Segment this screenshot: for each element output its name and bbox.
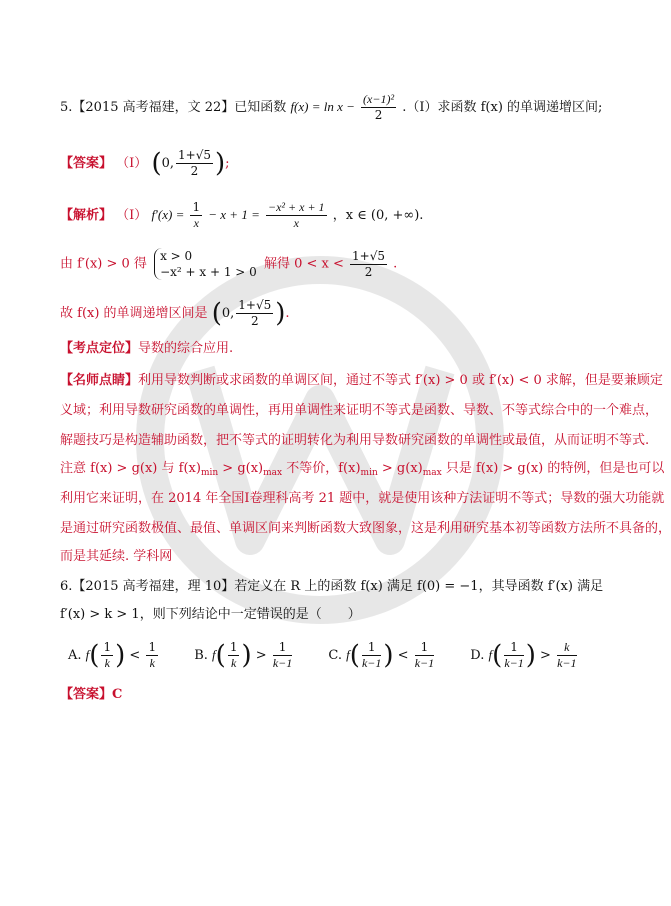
fraction: $\frac{1}{k}$ [148, 640, 157, 670]
mingshi-line-4: 注意 f(x) > g(x) 与 $f(x)_{min} > g(x)_{max}$ 不等价，$f(x)_{min} > g(x)_{max}$ 只是 f(x) > g(x) 的特例，但是也可以 [60, 461, 665, 478]
problem6-header: 6.【2015 高考福建，理 10】若定义在 R 上的函数 f(x) 满足 f(0) = −1，其导函数 f′(x) 满足 [60, 579, 604, 594]
mingshi-line-6: 是通过研究函数极值、最值、单调区间来判断函数大致图象，这是利用研究基本初等函数方法所不具备的， [60, 521, 671, 536]
fraction: $\frac{\text{(x−1)²}}{2}$ [363, 92, 395, 122]
fraction: $\frac{1}{k-1}$ [504, 640, 524, 670]
problem6-answer: 【答案】C [60, 687, 123, 702]
mingshi-line-3: 解题技巧是构造辅助函数，把不等式的证明转化为利用导数研究函数的单调性或最值，从而证明不等式. [60, 433, 650, 448]
equation-system: x > 0 −x² + x + 1 > 0 [154, 248, 257, 280]
mingshi-line-1: 【名师点睛】利用导数判断或求函数的单调区间，通过不等式 f′(x) > 0 或 f′(x) < 0 求解，但是要兼顾定 [60, 373, 663, 388]
option-b[interactable]: B. f( $\frac{1}{k}$ ) > $\frac{1}{k-1}$ [194, 640, 293, 671]
fraction: $\frac{1}{k}$ [229, 640, 238, 670]
fraction: $\frac{k}{k-1}$ [557, 640, 577, 670]
fraction: $\frac{1+√5}{2}$ [238, 298, 272, 328]
option-c[interactable]: C. f( $\frac{1}{k-1}$ ) < $\frac{1}{k-1}$ [328, 640, 435, 671]
fraction: $\frac{1}{k-1}$ [272, 640, 293, 670]
fraction: $\frac{1}{x}$ [192, 200, 201, 230]
fraction: $\frac{1}{k-1}$ [414, 640, 435, 670]
problem6-line2: f′(x) > k > 1，则下列结论中一定错误的是（ ） [60, 607, 361, 622]
option-d[interactable]: D. f( $\frac{1}{k-1}$ ) > $\frac{k}{k-1}$ [470, 640, 577, 671]
problem5-kaodian: 【考点定位】导数的综合应用. [60, 341, 234, 356]
problem5-conclusion: 故 f(x) 的单调递增区间是 (0, $\frac{1+√5}{2}$ ). [60, 298, 290, 329]
mingshi-line-5: 利用它来证明，在 2014 年全国Ⅰ卷理科高考 21 题中，就是使用该种方法证明不等式；导数的强大功能就 [60, 491, 665, 506]
mingshi-line-2: 义域；利用导数研究函数的单调性，再用单调性来证明不等式是函数、导数、不等式综合中的一个难点， [60, 403, 659, 418]
fraction: $\frac{1+√5}{2}$ [352, 248, 385, 279]
problem6-options [68, 640, 609, 671]
problem5-answer: 【答案】 （Ⅰ） (0, $\frac{1+√5}{2}$ ); [60, 148, 230, 179]
fraction: $\frac{\text{−x² + x + 1}}{x}$ [268, 200, 325, 230]
problem5-condition: 由 f′(x) > 0 得 x > 0 −x² + x + 1 > 0 解得 0 < x < $\frac{1+√5}{2}$ . [60, 248, 398, 279]
option-a[interactable]: A. f( $\frac{1}{k}$ ) < $\frac{1}{k}$ [68, 640, 157, 671]
problem5-analysis: 【解析】 （Ⅰ） f′(x) = $\frac{1}{x}$ − x + 1 = $\frac{\text{−x² + x + 1}}{x}$ ，x ∈ (0, +∞). [60, 200, 424, 230]
fraction: $\frac{1}{k-1}$ [361, 640, 382, 670]
fraction: $\frac{1}{k}$ [103, 640, 112, 670]
problem5-header: 5.【2015 高考福建，文 22】已知函数 f(x) = ln x − $\frac{\text{(x−1)²}}{2}$ .（Ⅰ）求函数 f(x) 的单调递增区间; [60, 92, 603, 122]
fraction: $\frac{1+√5}{2}$ [178, 148, 211, 178]
mingshi-line-7: 而是其延续. 学科网 [60, 549, 173, 564]
